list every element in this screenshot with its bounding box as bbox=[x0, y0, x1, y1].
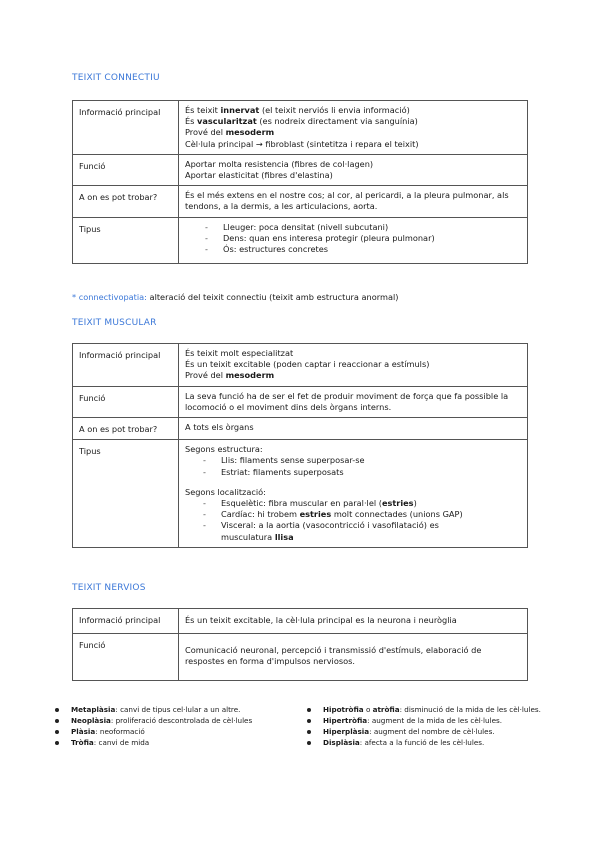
list-item: - Lleuger: poca densitat (nivell subcutani) bbox=[205, 222, 521, 233]
row-content: Comunicació neuronal, percepció i transmissió d'estímuls, elaboració de respostes en forma d'impulsos nerviosos. bbox=[179, 634, 528, 681]
list-item: Hipotròfia o atròfia: disminució de la mida de les cèl·lules. bbox=[306, 704, 541, 715]
table-row bbox=[73, 386, 528, 417]
table-row bbox=[73, 440, 528, 548]
table-connectiu bbox=[72, 100, 528, 264]
note-term: * connectivopatia: bbox=[72, 292, 147, 302]
section-title-nervios: TEIXIT NERVIOS bbox=[72, 583, 146, 593]
list-item: Metaplàsia: canvi de tipus cel·lular a un altre. bbox=[54, 704, 252, 715]
list-item: - Estriat: filaments superposats bbox=[203, 467, 521, 478]
row-content bbox=[179, 217, 528, 264]
table-row bbox=[73, 186, 528, 217]
list-item: - Visceral: a la aortia (vasocontricció i vasofilatació) es musculatura llisa bbox=[203, 520, 521, 542]
list-item: - Ós: estructures concretes bbox=[205, 244, 521, 255]
list-item: - Cardíac: hi trobem estries molt connectades (unions GAP) bbox=[203, 509, 521, 520]
table-row bbox=[73, 154, 528, 185]
table-row bbox=[73, 609, 528, 634]
list-item: - Esquelètic: fibra muscular en paral·lel (estries) bbox=[203, 498, 521, 509]
row-content: Aportar molta resistencia (fibres de col·lagen) Aportar elasticitat (fibres d'elastina) bbox=[179, 154, 528, 185]
row-label: Tipus bbox=[73, 217, 179, 264]
row-label: Funció bbox=[73, 154, 179, 185]
row-label: A on es pot trobar? bbox=[73, 418, 179, 440]
section-title-muscular: TEIXIT MUSCULAR bbox=[72, 318, 157, 328]
row-label: Tipus bbox=[73, 440, 179, 548]
row-label: Informació principal bbox=[73, 609, 179, 634]
row-label: A on es pot trobar? bbox=[73, 186, 179, 217]
row-content: La seva funció ha de ser el fet de produir moviment de força que fa possible la locomoció o el moviment dins dels òrgans interns. bbox=[179, 386, 528, 417]
table-row bbox=[73, 418, 528, 440]
list-item: - Dens: quan ens interesa protegir (pleura pulmonar) bbox=[205, 233, 521, 244]
row-label: Funció bbox=[73, 634, 179, 681]
table-muscular bbox=[72, 343, 528, 548]
table-row bbox=[73, 101, 528, 155]
row-content: És un teixit excitable, la cèl·lula principal es la neurona i neuròglia bbox=[179, 609, 528, 634]
row-label: Funció bbox=[73, 386, 179, 417]
row-content: És teixit molt especialitzat És un teixit excitable (poden captar i reaccionar a estímuls) Prové del mesoderm bbox=[179, 344, 528, 387]
table-row bbox=[73, 217, 528, 264]
list-item: Tròfia: canvi de mida bbox=[54, 737, 252, 748]
table-row bbox=[73, 634, 528, 681]
row-content: A tots els òrgans bbox=[179, 418, 528, 440]
note-text: alteració del teixit connectiu (teixit amb estructura anormal) bbox=[146, 292, 399, 302]
row-label: Informació principal bbox=[73, 101, 179, 155]
row-content: És teixit innervat (el teixit nerviós li envia informació) És vascularitzat (es nodreix directament via sanguínia) Prové del mesoderm Cèl·lula principal → fibroblast (sintetitza i repara el teixit) bbox=[179, 101, 528, 155]
table-row bbox=[73, 344, 528, 387]
section-title-connectiu: TEIXIT CONNECTIU bbox=[72, 73, 160, 83]
list-item: Plàsia: neoformació bbox=[54, 726, 252, 737]
connectivopatia-note bbox=[72, 292, 398, 302]
glossary-right bbox=[306, 704, 541, 748]
row-content: Segons estructura: - Llis: filaments sense superposar-se - Estriat: filaments superposats Segons localització: - Esquelètic: fibra muscular en paral·lel (estries) - Cardíac: hi trobem estries molt connectades (unions GAP) - Visceral: a la aortia (vasocontricció i vasofilatació) es musculatura llisa bbox=[179, 440, 528, 548]
list-item: Hiperplàsia: augment del nombre de cèl·lules. bbox=[306, 726, 541, 737]
row-content: És el més extens en el nostre cos; al cor, al pericardi, a la pleura pulmonar, als tendons, a la dermis, a les articulacions, aorta. bbox=[179, 186, 528, 217]
list-item: Displàsia: afecta a la funció de les cèl·lules. bbox=[306, 737, 541, 748]
table-nervios bbox=[72, 608, 528, 681]
row-label: Informació principal bbox=[73, 344, 179, 387]
list-item: Hipertròfia: augment de la mida de les cèl·lules. bbox=[306, 715, 541, 726]
list-item: Neoplàsia: proliferació descontrolada de cèl·lules bbox=[54, 715, 252, 726]
list-item: - Llis: filaments sense superposar-se bbox=[203, 455, 521, 466]
glossary-left bbox=[54, 704, 252, 748]
